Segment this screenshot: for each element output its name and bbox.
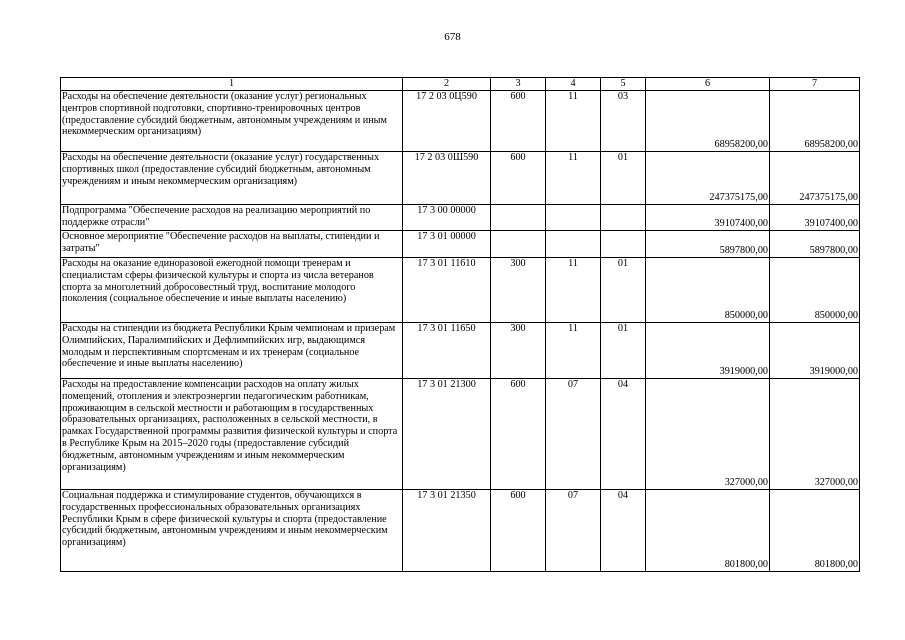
target-code: 17 3 01 11650 [403, 323, 491, 379]
column-header: 3 [491, 78, 546, 91]
amount-col6: 247375175,00 [646, 152, 770, 205]
expense-type: 600 [491, 379, 546, 490]
amount-col6: 801800,00 [646, 490, 770, 572]
target-code: 17 3 00 00000 [403, 205, 491, 231]
column-header: 2 [403, 78, 491, 91]
amount-col7: 850000,00 [770, 258, 860, 323]
section: 11 [546, 323, 601, 379]
amount-col7: 801800,00 [770, 490, 860, 572]
column-header: 7 [770, 78, 860, 91]
subsection: 03 [601, 91, 646, 152]
table-row [61, 91, 860, 152]
target-code: 17 3 01 21300 [403, 379, 491, 490]
amount-col7: 327000,00 [770, 379, 860, 490]
table-row [61, 258, 860, 323]
section: 07 [546, 490, 601, 572]
section [546, 205, 601, 231]
amount-col6: 3919000,00 [646, 323, 770, 379]
expense-type [491, 205, 546, 231]
table-row [61, 490, 860, 572]
expense-type [491, 231, 546, 258]
amount-col6: 327000,00 [646, 379, 770, 490]
amount-col7: 5897800,00 [770, 231, 860, 258]
expense-description: Основное мероприятие "Обеспечение расходов на выплаты, стипендии и затраты" [61, 231, 403, 258]
subsection [601, 231, 646, 258]
section: 11 [546, 91, 601, 152]
section: 07 [546, 379, 601, 490]
subsection: 01 [601, 152, 646, 205]
expense-description: Расходы на оказание единоразовой ежегодной помощи тренерам и специалистам сферы физической культуры и спорта из числа ветеранов спорта за многолетний добросовестный труд, воспитание молодого поколения (социальное обеспечение и иные выплаты населению) [61, 258, 403, 323]
target-code: 17 2 03 0Ц590 [403, 91, 491, 152]
expense-description: Подпрограмма "Обеспечение расходов на реализацию мероприятий по поддержке отрасли" [61, 205, 403, 231]
amount-col7: 3919000,00 [770, 323, 860, 379]
subsection: 04 [601, 379, 646, 490]
table-row [61, 205, 860, 231]
expense-description: Расходы на стипендии из бюджета Республики Крым чемпионам и призерам Олимпийских, Паралимпийских и Дефлимпийских игр, выдающимся молодым и перспективным спортсменам и их тренерам (социальное обеспечение и иные выплаты населению) [61, 323, 403, 379]
amount-col6: 68958200,00 [646, 91, 770, 152]
budget-table [60, 77, 860, 572]
expense-description: Расходы на обеспечение деятельности (оказание услуг) государственных спортивных школ (предоставление субсидий бюджетным, автономным учреждениям и иным некоммерческим организациям) [61, 152, 403, 205]
section: 11 [546, 258, 601, 323]
expense-description: Социальная поддержка и стимулирование студентов, обучающихся в государственных профессиональных образовательных организациях Республики Крым в сфере физической культуры и спорта (предоставление субсидий бюджетным, автономным учреждениям и иным некоммерческим организациям) [61, 490, 403, 572]
expense-description: Расходы на обеспечение деятельности (оказание услуг) региональных центров спортивной подготовки, спортивно-тренировочных центров (предоставление субсидий бюджетным, автономным учреждениям и иным некоммерческим организациям) [61, 91, 403, 152]
amount-col7: 39107400,00 [770, 205, 860, 231]
section [546, 231, 601, 258]
column-header: 6 [646, 78, 770, 91]
column-header: 5 [601, 78, 646, 91]
column-header: 4 [546, 78, 601, 91]
expense-type: 600 [491, 490, 546, 572]
amount-col7: 247375175,00 [770, 152, 860, 205]
subsection: 01 [601, 258, 646, 323]
table-row [61, 323, 860, 379]
target-code: 17 3 01 00000 [403, 231, 491, 258]
page-number: 678 [444, 31, 461, 43]
target-code: 17 3 01 21350 [403, 490, 491, 572]
amount-col6: 850000,00 [646, 258, 770, 323]
table-row [61, 152, 860, 205]
table-row [61, 379, 860, 490]
expense-description: Расходы на предоставление компенсации расходов на оплату жилых помещений, отопления и электроэнергии педагогическим работникам, проживающим в сельской местности и работающим в государственных образовательных организациях, расположенных в сельской местности, в рамках Государственной программы развития физической культуры и спорта в Республике Крым на 2015–2020 годы (предоставление субсидий бюджетным, автономным учреждениям и иным некоммерческим организациям) [61, 379, 403, 490]
target-code: 17 2 03 0Ш590 [403, 152, 491, 205]
expense-type: 600 [491, 91, 546, 152]
target-code: 17 3 01 11610 [403, 258, 491, 323]
expense-type: 600 [491, 152, 546, 205]
column-header-row [61, 78, 860, 91]
amount-col6: 5897800,00 [646, 231, 770, 258]
amount-col6: 39107400,00 [646, 205, 770, 231]
column-header: 1 [61, 78, 403, 91]
subsection: 01 [601, 323, 646, 379]
subsection [601, 205, 646, 231]
table-row [61, 231, 860, 258]
section: 11 [546, 152, 601, 205]
amount-col7: 68958200,00 [770, 91, 860, 152]
expense-type: 300 [491, 323, 546, 379]
subsection: 04 [601, 490, 646, 572]
expense-type: 300 [491, 258, 546, 323]
